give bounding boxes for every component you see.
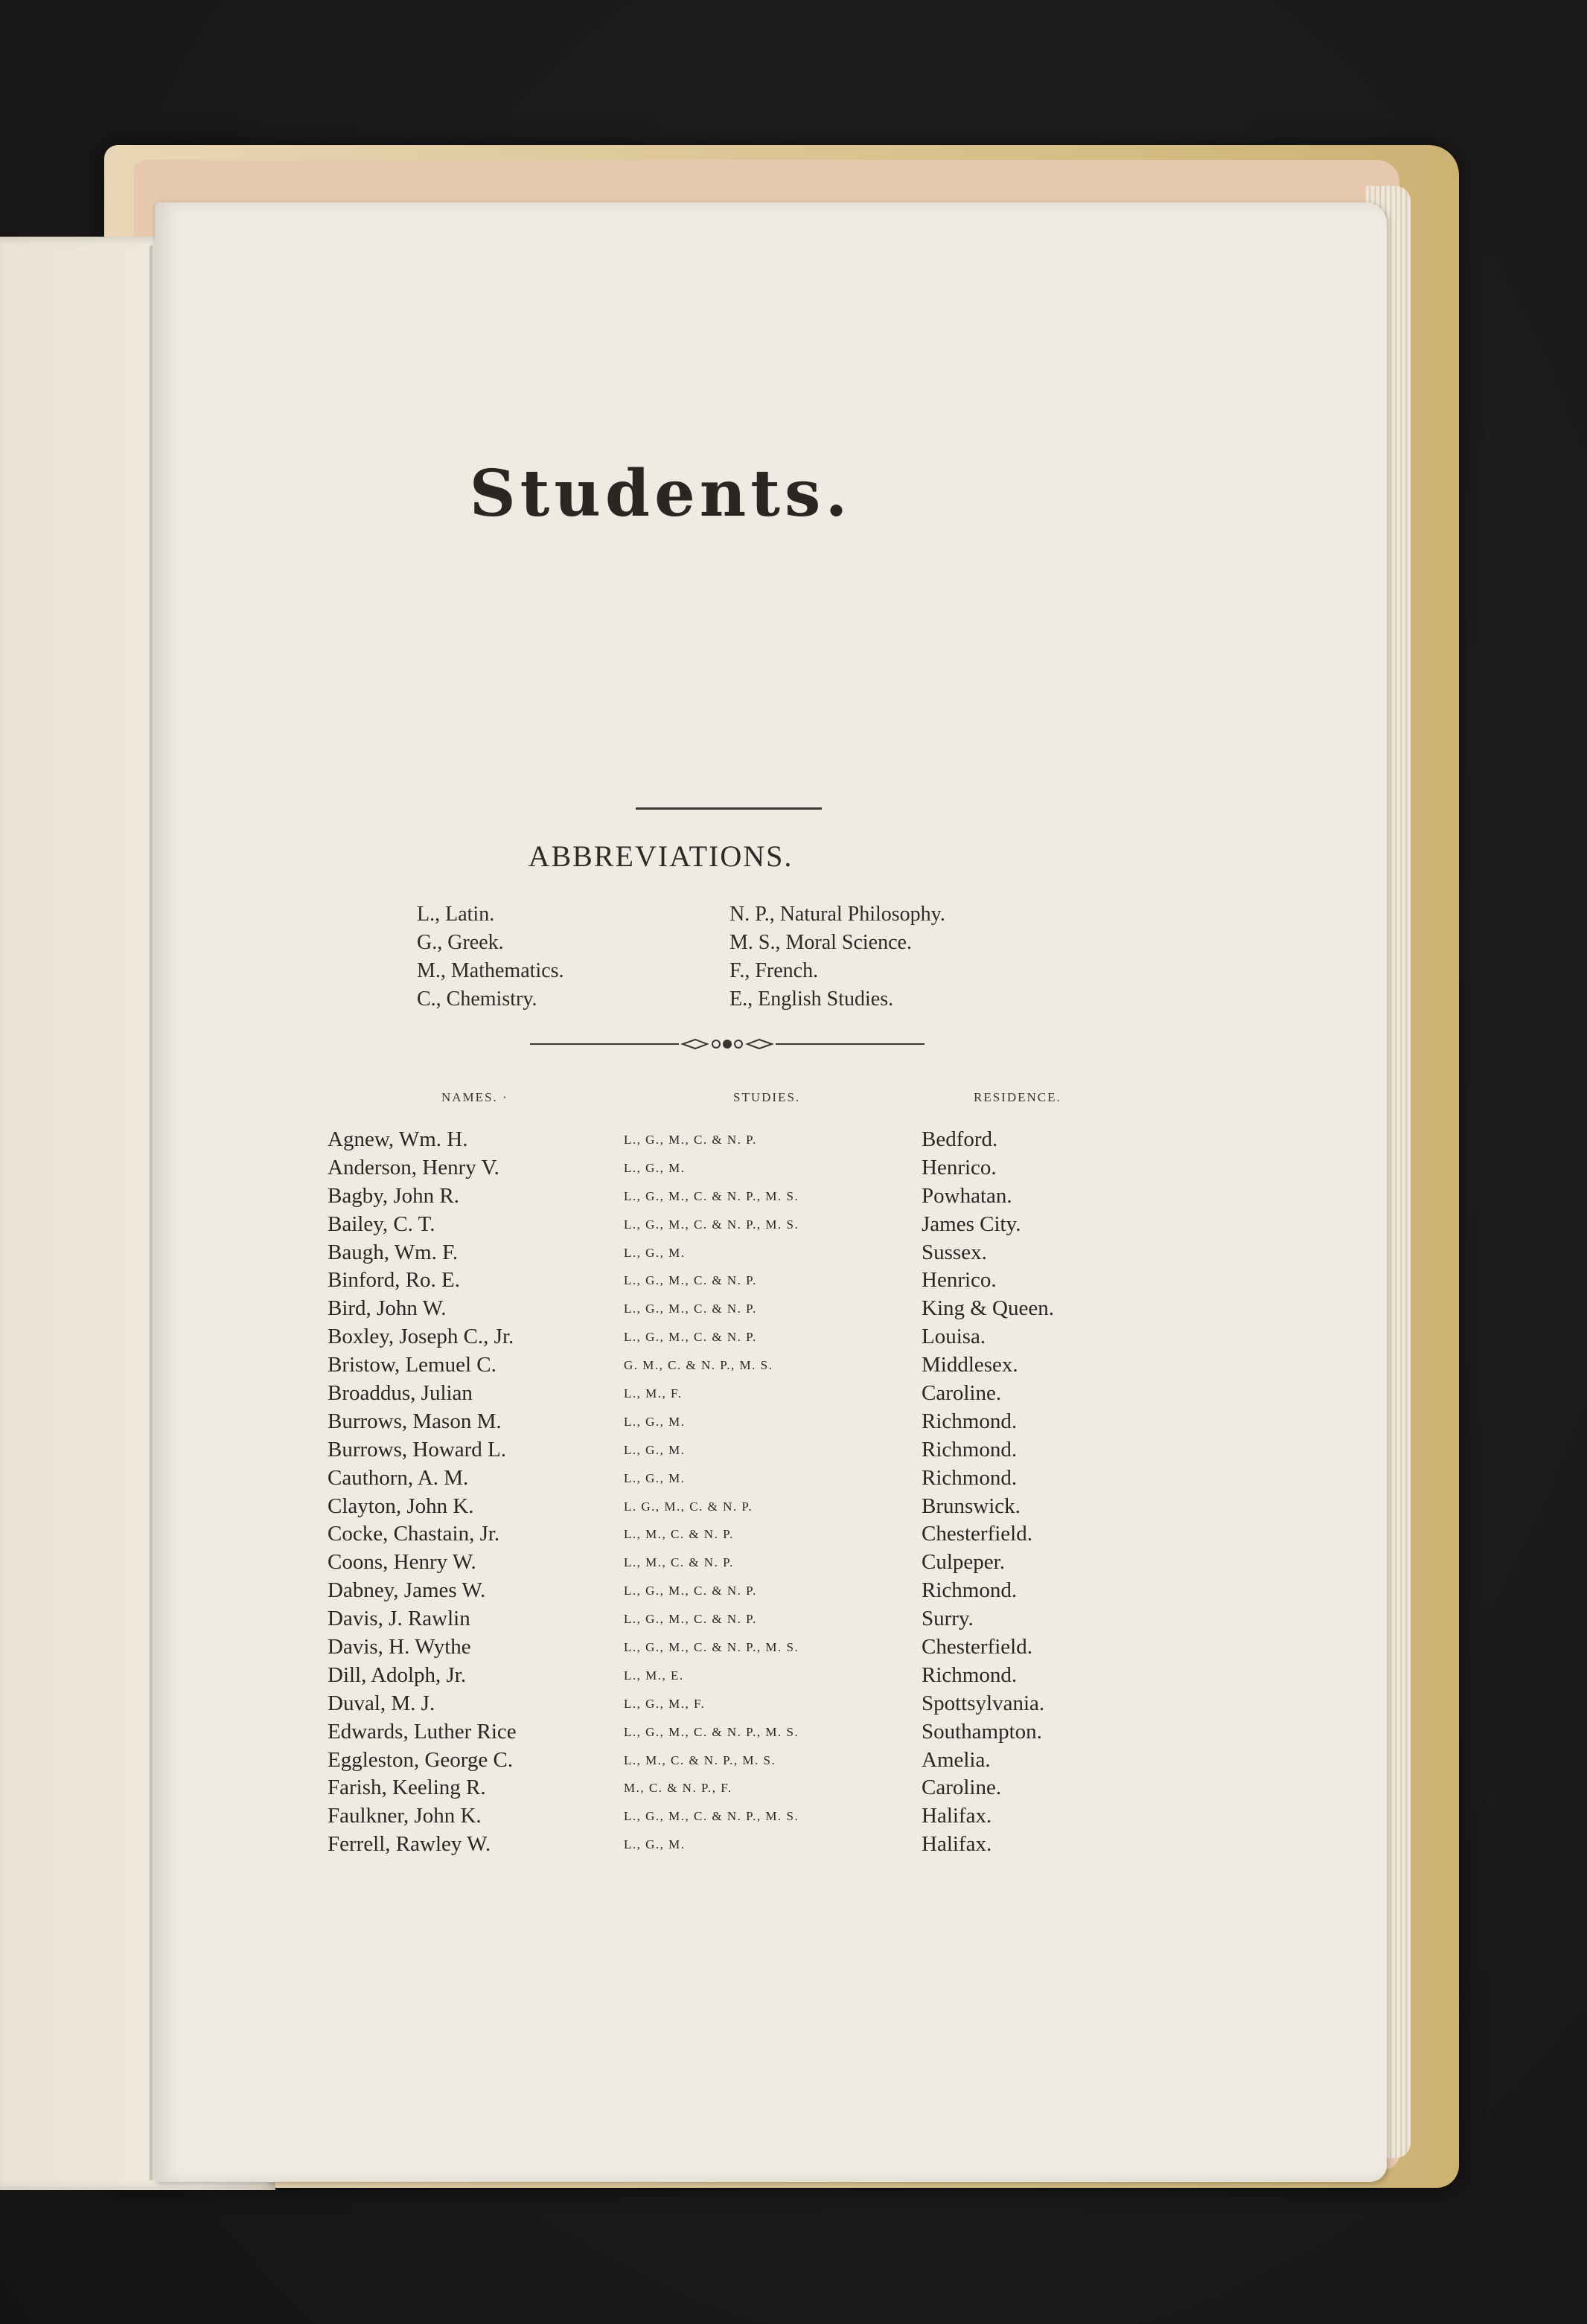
student-studies: L., G., M., C. & N. P., M. S. <box>624 1217 799 1232</box>
abbreviations-left-column <box>417 900 564 1014</box>
student-studies: L., G., M. <box>624 1837 686 1852</box>
student-row <box>328 1295 1146 1323</box>
student-residence: Surry. <box>922 1607 974 1631</box>
student-residence: Amelia. <box>922 1747 991 1772</box>
title-rule <box>636 807 822 810</box>
student-studies: G. M., C. & N. P., M. S. <box>624 1358 773 1373</box>
student-studies: L., G., M., C. & N. P. <box>624 1133 757 1147</box>
student-studies: L., M., C. & N. P. <box>624 1527 734 1542</box>
student-residence: Louisa. <box>922 1325 986 1349</box>
student-row <box>328 1126 1146 1154</box>
student-name: Bagby, John R. <box>328 1183 459 1208</box>
abbreviations-right-column <box>729 900 945 1014</box>
student-residence: Middlesex. <box>922 1353 1018 1377</box>
abbreviation-item: L., Latin. <box>417 903 495 926</box>
student-row <box>328 1323 1146 1351</box>
student-row <box>328 1267 1146 1295</box>
student-studies: L., G., M., C. & N. P. <box>624 1302 757 1316</box>
student-name: Broaddus, Julian <box>328 1381 473 1406</box>
student-residence: James City. <box>922 1211 1021 1236</box>
student-name: Faulkner, John K. <box>328 1804 482 1828</box>
student-row <box>328 1831 1146 1859</box>
student-roster <box>328 1126 1146 1859</box>
abbreviation-item: E., English Studies. <box>729 987 894 1011</box>
student-row <box>328 1380 1146 1408</box>
student-residence: Henrico. <box>922 1268 997 1293</box>
student-row <box>328 1662 1146 1690</box>
student-row <box>328 1549 1146 1577</box>
student-name: Cauthorn, A. M. <box>328 1465 469 1490</box>
student-row <box>328 1520 1146 1549</box>
student-row <box>328 1718 1146 1747</box>
left-page-fold <box>149 246 153 2180</box>
abbreviation-item: F., French. <box>729 959 819 982</box>
student-studies: L., G., M., C. & N. P., M. S. <box>624 1640 799 1655</box>
student-residence: Culpeper. <box>922 1550 1005 1575</box>
student-name: Burrows, Howard L. <box>328 1437 507 1462</box>
student-residence: Bedford. <box>922 1127 998 1151</box>
student-row <box>328 1182 1146 1211</box>
student-name: Baugh, Wm. F. <box>328 1240 459 1264</box>
student-row <box>328 1351 1146 1380</box>
abbreviation-item: G., Greek. <box>417 931 504 954</box>
student-studies: L., G., M. <box>624 1414 686 1429</box>
student-studies: L., G., M. <box>624 1245 686 1260</box>
student-row <box>328 1408 1146 1436</box>
student-row <box>328 1747 1146 1775</box>
student-residence: Brunswick. <box>922 1494 1021 1518</box>
student-studies: L., G., M. <box>624 1470 686 1485</box>
student-name: Anderson, Henry V. <box>328 1155 499 1179</box>
student-name: Ferrell, Rawley W. <box>328 1832 491 1857</box>
student-residence: Spottsylvania. <box>922 1691 1045 1715</box>
student-residence: King & Queen. <box>922 1296 1054 1321</box>
student-name: Cocke, Chastain, Jr. <box>328 1522 500 1546</box>
student-residence: Chesterfield. <box>922 1635 1032 1659</box>
student-name: Agnew, Wm. H. <box>328 1127 468 1151</box>
student-residence: Southampton. <box>922 1719 1042 1744</box>
student-name: Bailey, C. T. <box>328 1211 435 1236</box>
student-name: Coons, Henry W. <box>328 1550 476 1575</box>
student-name: Farish, Keeling R. <box>328 1776 486 1800</box>
student-row <box>328 1211 1146 1239</box>
student-studies: L., G., M., C. & N. P., M. S. <box>624 1724 799 1739</box>
student-studies: L., M., C. & N. P. <box>624 1555 734 1570</box>
student-row <box>328 1464 1146 1493</box>
abbreviation-item: N. P., Natural Philosophy. <box>729 903 945 926</box>
student-studies: M., C. & N. P., F. <box>624 1781 732 1796</box>
student-name: Davis, H. Wythe <box>328 1635 471 1659</box>
student-row <box>328 1774 1146 1802</box>
student-name: Boxley, Joseph C., Jr. <box>328 1325 514 1349</box>
student-residence: Richmond. <box>922 1662 1018 1687</box>
column-header-names: NAMES. · <box>441 1090 508 1104</box>
student-row <box>328 1633 1146 1662</box>
student-name: Burrows, Mason M. <box>328 1409 502 1433</box>
student-studies: L., G., M., C. & N. P. <box>624 1273 757 1288</box>
student-studies: L., M., E. <box>624 1668 684 1683</box>
student-row <box>328 1605 1146 1633</box>
student-residence: Henrico. <box>922 1155 997 1179</box>
student-studies: L., M., C. & N. P., M. S. <box>624 1752 776 1767</box>
student-studies: L., G., M., C. & N. P. <box>624 1612 757 1627</box>
student-residence: Sussex. <box>922 1240 987 1264</box>
student-residence: Richmond. <box>922 1578 1018 1603</box>
student-residence: Richmond. <box>922 1409 1018 1433</box>
student-residence: Richmond. <box>922 1465 1018 1490</box>
student-name: Dill, Adolph, Jr. <box>328 1662 467 1687</box>
student-studies: L., G., M. <box>624 1160 686 1175</box>
column-header-residence: RESIDENCE. <box>974 1090 1061 1104</box>
student-row <box>328 1690 1146 1718</box>
page-title: Students. <box>469 456 852 531</box>
student-row <box>328 1577 1146 1605</box>
abbreviation-item: M., Mathematics. <box>417 959 564 982</box>
student-studies: L., G., M. <box>624 1442 686 1457</box>
student-residence: Caroline. <box>922 1381 1002 1406</box>
abbreviation-item: C., Chemistry. <box>417 987 537 1011</box>
student-name: Clayton, John K. <box>328 1494 474 1518</box>
student-residence: Halifax. <box>922 1804 992 1828</box>
student-row <box>328 1239 1146 1267</box>
student-name: Binford, Ro. E. <box>328 1268 461 1293</box>
abbreviations-heading: ABBREVIATIONS. <box>528 839 794 873</box>
ornamental-divider <box>530 1037 925 1051</box>
student-name: Bristow, Lemuel C. <box>328 1353 496 1377</box>
student-studies: L. G., M., C. & N. P. <box>624 1499 753 1514</box>
student-residence: Halifax. <box>922 1832 992 1857</box>
student-name: Edwards, Luther Rice <box>328 1719 517 1744</box>
student-name: Davis, J. Rawlin <box>328 1607 470 1631</box>
column-header-studies: STUDIES. <box>733 1090 801 1104</box>
student-residence: Powhatan. <box>922 1183 1012 1208</box>
student-name: Duval, M. J. <box>328 1691 435 1715</box>
student-studies: L., G., M., C. & N. P., M. S. <box>624 1809 799 1824</box>
student-studies: L., G., M., C. & N. P. <box>624 1584 757 1598</box>
student-studies: L., G., M., C. & N. P., M. S. <box>624 1188 799 1203</box>
student-studies: L., M., F. <box>624 1386 683 1401</box>
student-residence: Chesterfield. <box>922 1522 1032 1546</box>
student-name: Dabney, James W. <box>328 1578 486 1603</box>
student-row <box>328 1436 1146 1464</box>
student-studies: L., G., M., C. & N. P. <box>624 1330 757 1345</box>
student-residence: Richmond. <box>922 1437 1018 1462</box>
student-name: Bird, John W. <box>328 1296 447 1321</box>
student-row <box>328 1802 1146 1831</box>
abbreviation-item: M. S., Moral Science. <box>729 931 912 954</box>
student-row <box>328 1154 1146 1182</box>
student-residence: Caroline. <box>922 1776 1002 1800</box>
student-name: Eggleston, George C. <box>328 1747 514 1772</box>
student-studies: L., G., M., F. <box>624 1696 706 1711</box>
student-row <box>328 1493 1146 1521</box>
